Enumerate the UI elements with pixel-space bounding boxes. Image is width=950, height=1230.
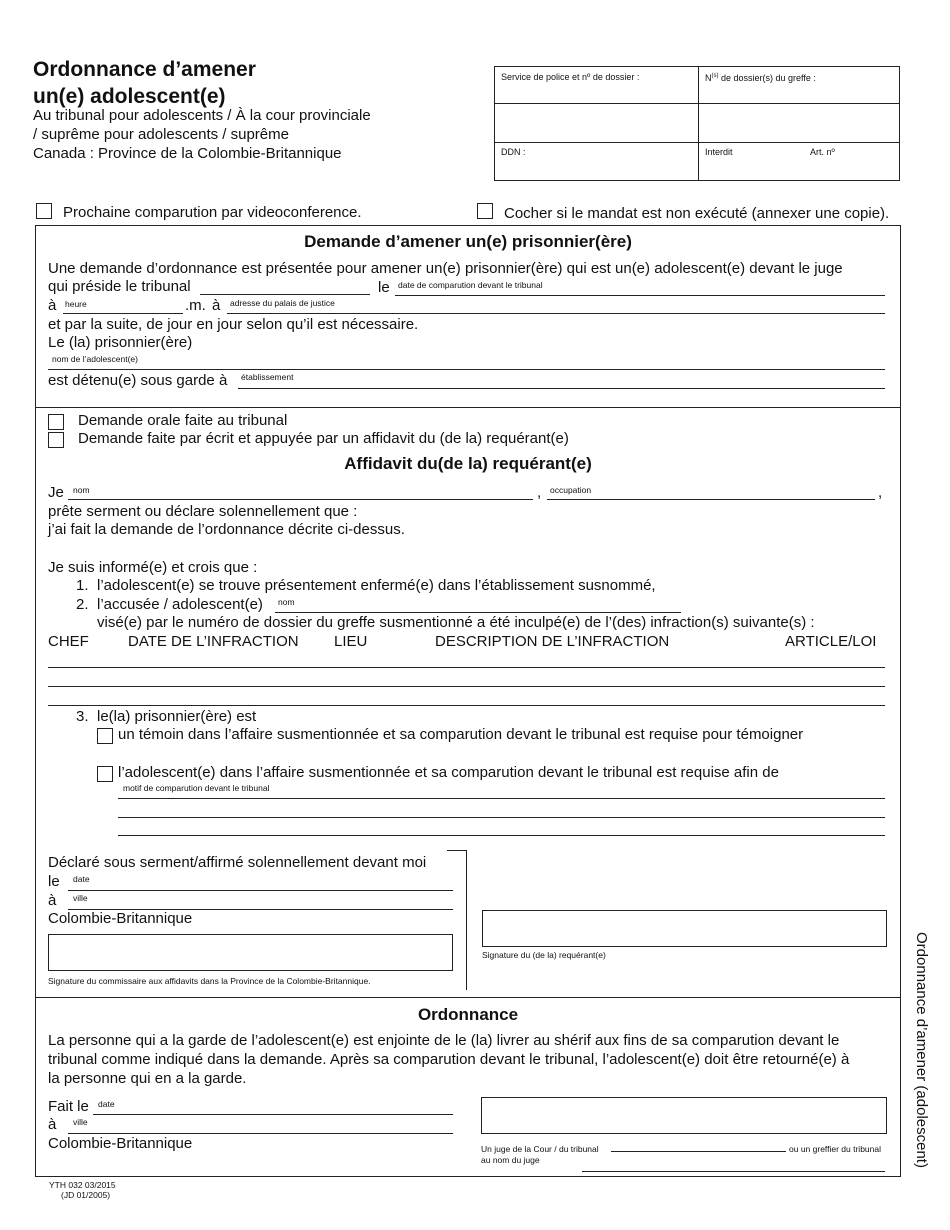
order-province: Colombie-Britannique — [48, 1135, 193, 1152]
witness-label: un témoin dans l’affaire susmentionnée et sa comparution devant le tribunal est requise pour témoigner — [118, 726, 804, 743]
fait-le-label: Fait le — [48, 1098, 89, 1115]
prisoner-label: Le (la) prisonnier(ère) — [48, 334, 193, 351]
court-name-line[interactable] — [611, 1151, 786, 1152]
registry-file-input[interactable] — [701, 107, 897, 139]
commissioner-signature-box[interactable] — [48, 934, 453, 971]
item-2-number: 2. — [76, 596, 89, 613]
police-file-label: Service de police et nº de dossier : — [501, 72, 640, 82]
police-file-input[interactable] — [499, 107, 695, 139]
interdit-label: Interdit — [705, 147, 733, 157]
occupation-hint: occupation — [550, 485, 592, 495]
item-1-number: 1. — [76, 577, 89, 594]
order-date-line[interactable] — [93, 1114, 453, 1115]
reason-line-2[interactable] — [118, 817, 885, 818]
col-article: ARTICLE/LOI — [785, 633, 877, 650]
oral-request-checkbox[interactable] — [48, 414, 64, 430]
youth-name-hint: nom de l’adolescent(e) — [52, 354, 138, 364]
order-ville-hint: ville — [73, 1117, 88, 1127]
ddn-label: DDN : — [501, 147, 526, 157]
form-code-old: (JD 01/2005) — [61, 1190, 111, 1200]
witness-checkbox[interactable] — [97, 728, 113, 744]
applicant-signature-box[interactable] — [482, 910, 887, 947]
detained-label: est détenu(e) sous garde à — [48, 372, 228, 389]
reason-hint: motif de comparution devant le tribunal — [123, 783, 270, 793]
applicant-name-line[interactable] — [68, 499, 533, 500]
youth-appearance-checkbox[interactable] — [97, 766, 113, 782]
art-label: Art. nº — [810, 147, 835, 157]
court-line1: Au tribunal pour adolescents / À la cour provinciale — [33, 107, 371, 124]
appearance-date-line[interactable] — [395, 295, 885, 296]
sworn-a-label: à — [48, 892, 57, 909]
videoconference-label: Prochaine comparution par videoconference. — [63, 204, 362, 221]
form-title-line1: Ordonnance d’amener — [33, 58, 256, 81]
a-label: à — [48, 297, 57, 314]
commissioner-signature-label: Signature du commissaire aux affidavits dans la Province de la Colombie-Britannique. — [48, 976, 371, 986]
demande-heading: Demande d’amener un(e) prisonnier(ère) — [304, 232, 632, 251]
offence-row-line-3[interactable] — [48, 705, 885, 706]
sworn-label: Déclaré sous serment/affirmé solennellement devant moi — [48, 854, 427, 871]
col-lieu: LIEU — [334, 633, 368, 650]
occupation-line[interactable] — [547, 499, 875, 500]
offence-row-line-1[interactable] — [48, 667, 885, 668]
accused-name-hint: nom — [278, 597, 295, 607]
sworn-date-line[interactable] — [68, 890, 453, 891]
province-line: Canada : Province de la Colombie-Britannique — [33, 145, 342, 162]
col-description: DESCRIPTION DE L’INFRACTION — [435, 633, 670, 650]
courthouse-address-line[interactable] — [227, 313, 885, 314]
facility-line[interactable] — [238, 388, 885, 389]
demande-paragraph: Une demande d’ordonnance est présentée pour amener un(e) prisonnier(ère) qui est un(e) adolescent(e) devant le juge — [48, 260, 843, 277]
sworn-ville-hint: ville — [73, 893, 88, 903]
youth-name-line[interactable] — [48, 369, 885, 370]
presides-label: qui préside le tribunal — [48, 278, 191, 295]
order-paragraph-3: la personne qui en a la garde. — [48, 1070, 247, 1087]
oral-request-label: Demande orale faite au tribunal — [78, 412, 288, 429]
form-title-line2: un(e) adolescent(e) — [33, 85, 226, 108]
side-title: Ordonnance d’amener (adolescent) — [913, 932, 930, 1168]
item-2-text: l’accusée / adolescent(e) — [97, 596, 263, 613]
item-3-number: 3. — [76, 708, 89, 725]
am-pm-label: .m. — [185, 297, 206, 314]
item-2b-text: visé(e) par le numéro de dossier du greffe susmentionné a été inculpé(e) de l’(des) infraction(s) suivante(s) : — [97, 614, 815, 631]
applicant-signature-label: Signature du (de la) requérant(e) — [482, 950, 606, 960]
order-paragraph-1: La personne qui a la garde de l’adolescent(e) est enjointe de le (la) livrer au shérif aux fins de sa comparution devant le — [48, 1032, 840, 1049]
a2-label: à — [212, 297, 221, 314]
order-a-label: à — [48, 1116, 57, 1133]
bracket-side — [466, 850, 467, 990]
youth-appearance-label: l’adolescent(e) dans l’affaire susmentionnée et sa comparution devant le tribunal est requise afin de — [118, 764, 779, 781]
le-label: le — [378, 279, 390, 296]
item-3-text: le(la) prisonnier(ère) est — [97, 708, 257, 725]
comma-2: , — [878, 484, 883, 501]
unexecuted-warrant-label: Cocher si le mandat est non exécuté (annexer une copie). — [504, 205, 890, 222]
section-divider-1 — [35, 407, 901, 408]
sworn-date-hint: date — [73, 874, 90, 884]
then-text: et par la suite, de jour en jour selon qu’il est nécessaire. — [48, 316, 419, 333]
nom-hint: nom — [73, 485, 90, 495]
je-label: Je — [48, 484, 64, 501]
reason-line-1[interactable] — [118, 798, 885, 799]
judge-label-2: ou un greffier du tribunal — [789, 1144, 881, 1154]
judge-name-line[interactable] — [200, 294, 370, 295]
judge-name-line-bottom[interactable] — [582, 1171, 885, 1172]
registry-file-label: $N^{(s)}$ de dossier(s) du greffe : — [705, 73, 816, 83]
item-1-text: l’adolescent(e) se trouve présentement enfermé(e) dans l’établissement susnommé, — [97, 577, 656, 594]
written-request-checkbox[interactable] — [48, 432, 64, 448]
section-divider-2 — [35, 997, 901, 998]
videoconference-checkbox[interactable] — [36, 203, 52, 219]
address-hint: adresse du palais de justice — [230, 298, 335, 308]
judge-signature-box[interactable] — [481, 1097, 887, 1134]
informed-label: Je suis informé(e) et crois que : — [48, 559, 258, 576]
accused-name-line[interactable] — [275, 612, 681, 613]
affidavit-heading: Affidavit du(de la) requérant(e) — [344, 454, 592, 473]
sworn-province: Colombie-Britannique — [48, 910, 193, 927]
written-request-label: Demande faite par écrit et appuyée par un affidavit du (de la) requérant(e) — [78, 430, 569, 447]
file-info-box — [494, 66, 900, 181]
date-hint: date de comparution devant le tribunal — [398, 280, 543, 290]
oath-line-2: j’ai fait la demande de l’ordonnance décrite ci-dessus. — [48, 521, 405, 538]
order-paragraph-2: tribunal comme indiqué dans la demande. Après sa comparution devant le tribunal, l’adolescent(e) doit être retourné(e) à — [48, 1051, 850, 1068]
ordonnance-heading: Ordonnance — [417, 1005, 519, 1024]
reason-line-3[interactable] — [118, 835, 885, 836]
col-chef: CHEF — [48, 633, 89, 650]
judge-label-3: au nom du juge — [481, 1155, 540, 1165]
offence-row-line-2[interactable] — [48, 686, 885, 687]
order-city-line[interactable] — [68, 1133, 453, 1134]
order-date-hint: date — [98, 1099, 115, 1109]
oath-line-1: prête serment ou déclare solennellement que : — [48, 503, 358, 520]
bracket-top — [447, 850, 467, 851]
comma-1: , — [537, 484, 542, 501]
facility-hint: établissement — [241, 372, 294, 382]
court-line2: / suprême pour adolescents / suprême — [33, 126, 289, 143]
heure-hint: heure — [65, 299, 87, 309]
unexecuted-warrant-checkbox[interactable] — [477, 203, 493, 219]
form-code: YTH 032 03/2015 — [49, 1180, 116, 1190]
time-line[interactable] — [63, 313, 183, 314]
col-date: DATE DE L’INFRACTION — [128, 633, 299, 650]
sworn-le-label: le — [48, 873, 60, 890]
judge-label-1: Un juge de la Cour / du tribunal — [481, 1144, 599, 1154]
